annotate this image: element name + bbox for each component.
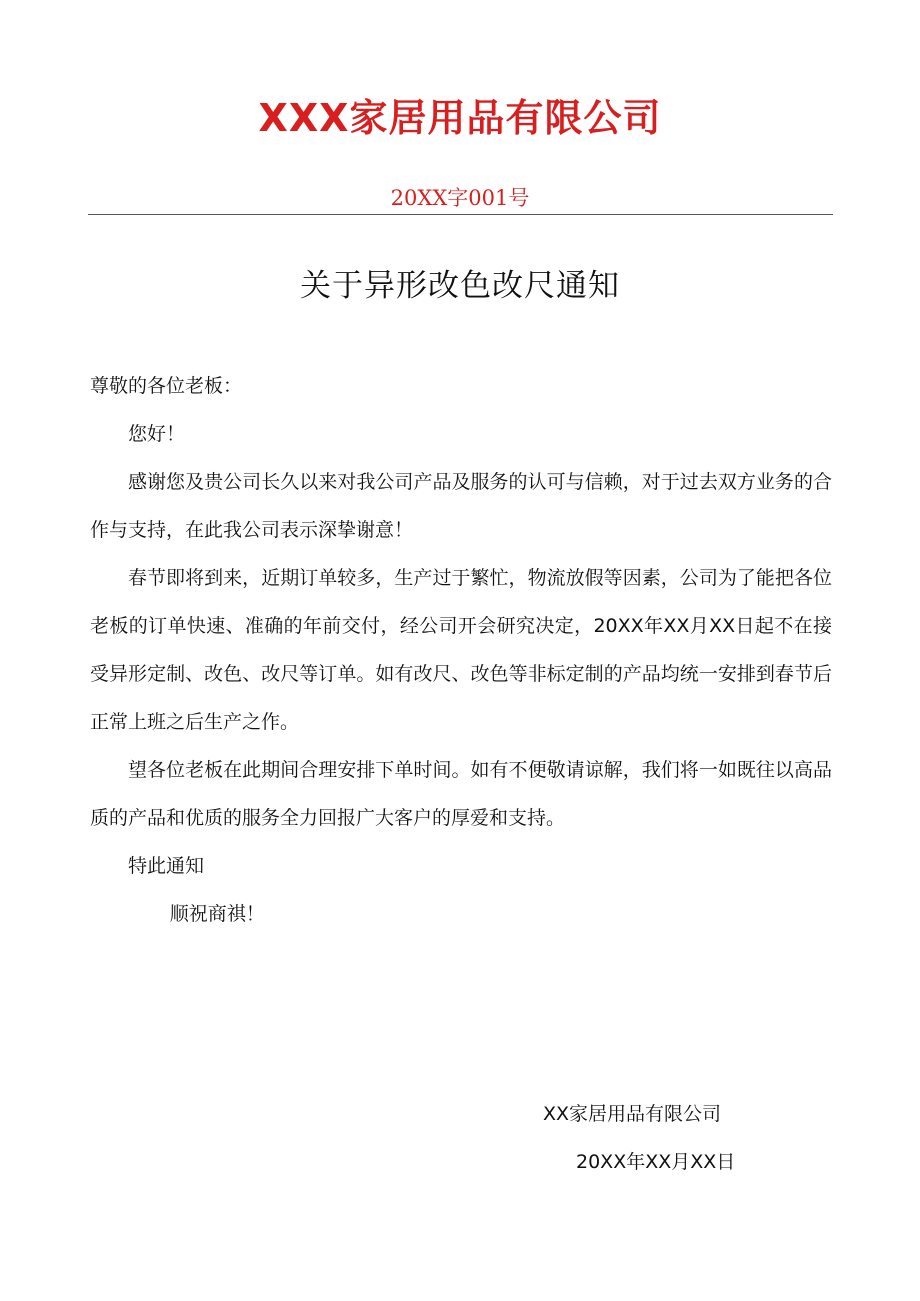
notice-body bbox=[90, 362, 832, 938]
header-divider bbox=[88, 214, 833, 215]
company-header-title: XXX家居用品有限公司 bbox=[258, 96, 662, 140]
signature-date: 20XX年XX月XX日 bbox=[576, 1151, 736, 1173]
signature-company: XX家居用品有限公司 bbox=[543, 1103, 722, 1125]
greeting: 您好！ bbox=[128, 423, 186, 445]
salutation: 尊敬的各位老板： bbox=[90, 375, 243, 397]
paragraph-apology: 望各位老板在此期间合理安排下单时间。如有不便敬请谅解，我们将一如既往以高品质的产品和优质的服务全力回报广大客户的厚爱和支持。 bbox=[90, 759, 832, 829]
document-number: 20XX字001号 bbox=[390, 186, 530, 210]
notice-line: 特此通知 bbox=[128, 855, 205, 877]
notice-title: 关于异形改色改尺通知 bbox=[300, 268, 620, 304]
paragraph-announcement: 春节即将到来，近期订单较多，生产过于繁忙，物流放假等因素，公司为了能把各位老板的订单快速、准确的年前交付，经公司开会研究决定，20XX年XX月XX日起不在接受异形定制、改色、改尺等订单。如有改尺、改色等非标定制的产品均统一安排到春节后正常上班之后生产之作。 bbox=[90, 567, 832, 733]
closing-greeting: 顺祝商祺！ bbox=[169, 903, 265, 925]
paragraph-thanks: 感谢您及贵公司长久以来对我公司产品及服务的认可与信赖，对于过去双方业务的合作与支持，在此我公司表示深挚谢意！ bbox=[90, 471, 832, 541]
